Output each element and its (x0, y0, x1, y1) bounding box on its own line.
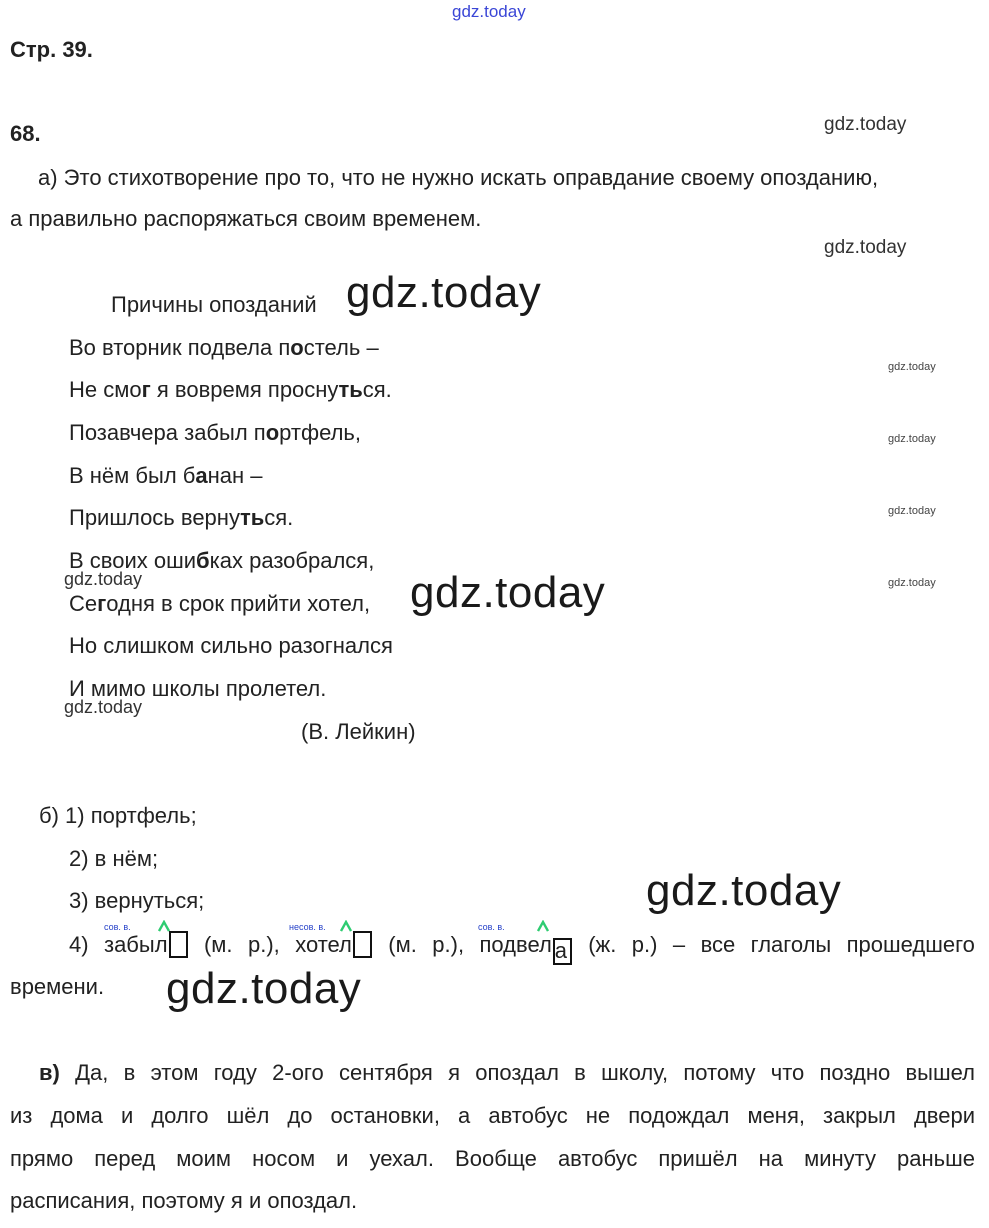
watermark: gdz.today (64, 697, 143, 717)
watermark: gdz.today (824, 114, 907, 135)
poem-line: В нём был банан – (69, 463, 263, 488)
part-c-line-4: расписания, поэтому я и опоздал. (10, 1188, 358, 1213)
watermark-top: gdz.today (452, 2, 526, 21)
watermark-small: gdz.today (888, 505, 936, 517)
poem-author: (В. Лейкин) (301, 719, 416, 744)
part-b-item-4-continuation: времени. (10, 974, 105, 999)
part-b-item-1: б) 1) портфель; (39, 803, 197, 828)
part-c-line-3: прямо перед моим носом и уехал. Вообще автобус пришёл на минуту раньше (10, 1146, 975, 1171)
part-b-item-2: 2) в нём; (69, 846, 159, 871)
poem-line: Во вторник подвела постель – (69, 335, 379, 360)
part-b-item-3: 3) вернуться; (69, 888, 205, 913)
watermark: gdz.today (64, 569, 143, 589)
watermark-large: gdz.today (410, 568, 606, 617)
poem-line: Пришлось вернуться. (69, 505, 294, 530)
poem-line: Сегодня в срок прийти хотел, (69, 591, 371, 616)
part-a-line-1: а) Это стихотворение про то, что не нужно искать оправдание своему опозданию, (38, 165, 879, 190)
part-c-line-2: из дома и долго шёл до остановки, а автобус не подождал меня, закрыл двери (10, 1103, 975, 1128)
poem-line: Не смог я вовремя проснуться. (69, 377, 392, 402)
aspect-label: сов. в. (478, 922, 505, 932)
watermark-small: gdz.today (888, 577, 936, 589)
part-a-line-2: а правильно распоряжаться своим временем. (10, 206, 482, 231)
watermark-large: gdz.today (646, 866, 842, 915)
poem-line: Позавчера забыл портфель, (69, 420, 362, 445)
watermark-small: gdz.today (888, 433, 936, 445)
poem-title: Причины опозданий (111, 292, 317, 317)
task-number: 68. (10, 121, 41, 146)
aspect-label: несов. в. (289, 922, 326, 932)
watermark-large: gdz.today (166, 964, 362, 1013)
part-b-item-4: 4) забыл (м. р.), хотел (м. р.), подвел а (ж. р.) – все глаголы прошедшего (69, 932, 975, 963)
poem-line: И мимо школы пролетел. (69, 676, 327, 701)
watermark-large: gdz.today (346, 268, 542, 317)
poem-line: Но слишком сильно разогнался (69, 633, 393, 658)
poem-line: В своих ошибках разобрался, (69, 548, 375, 573)
ending-box: а (553, 938, 572, 965)
watermark: gdz.today (824, 237, 907, 258)
zero-ending-box (353, 931, 372, 958)
zero-ending-box (169, 931, 188, 958)
aspect-label: сов. в. (104, 922, 131, 932)
watermark-small: gdz.today (888, 361, 936, 373)
part-c-line-1: в) Да, в этом году 2-ого сентября я опоздал в школу, потому что поздно вышел (39, 1060, 975, 1085)
page-title: Стр. 39. (10, 37, 93, 62)
